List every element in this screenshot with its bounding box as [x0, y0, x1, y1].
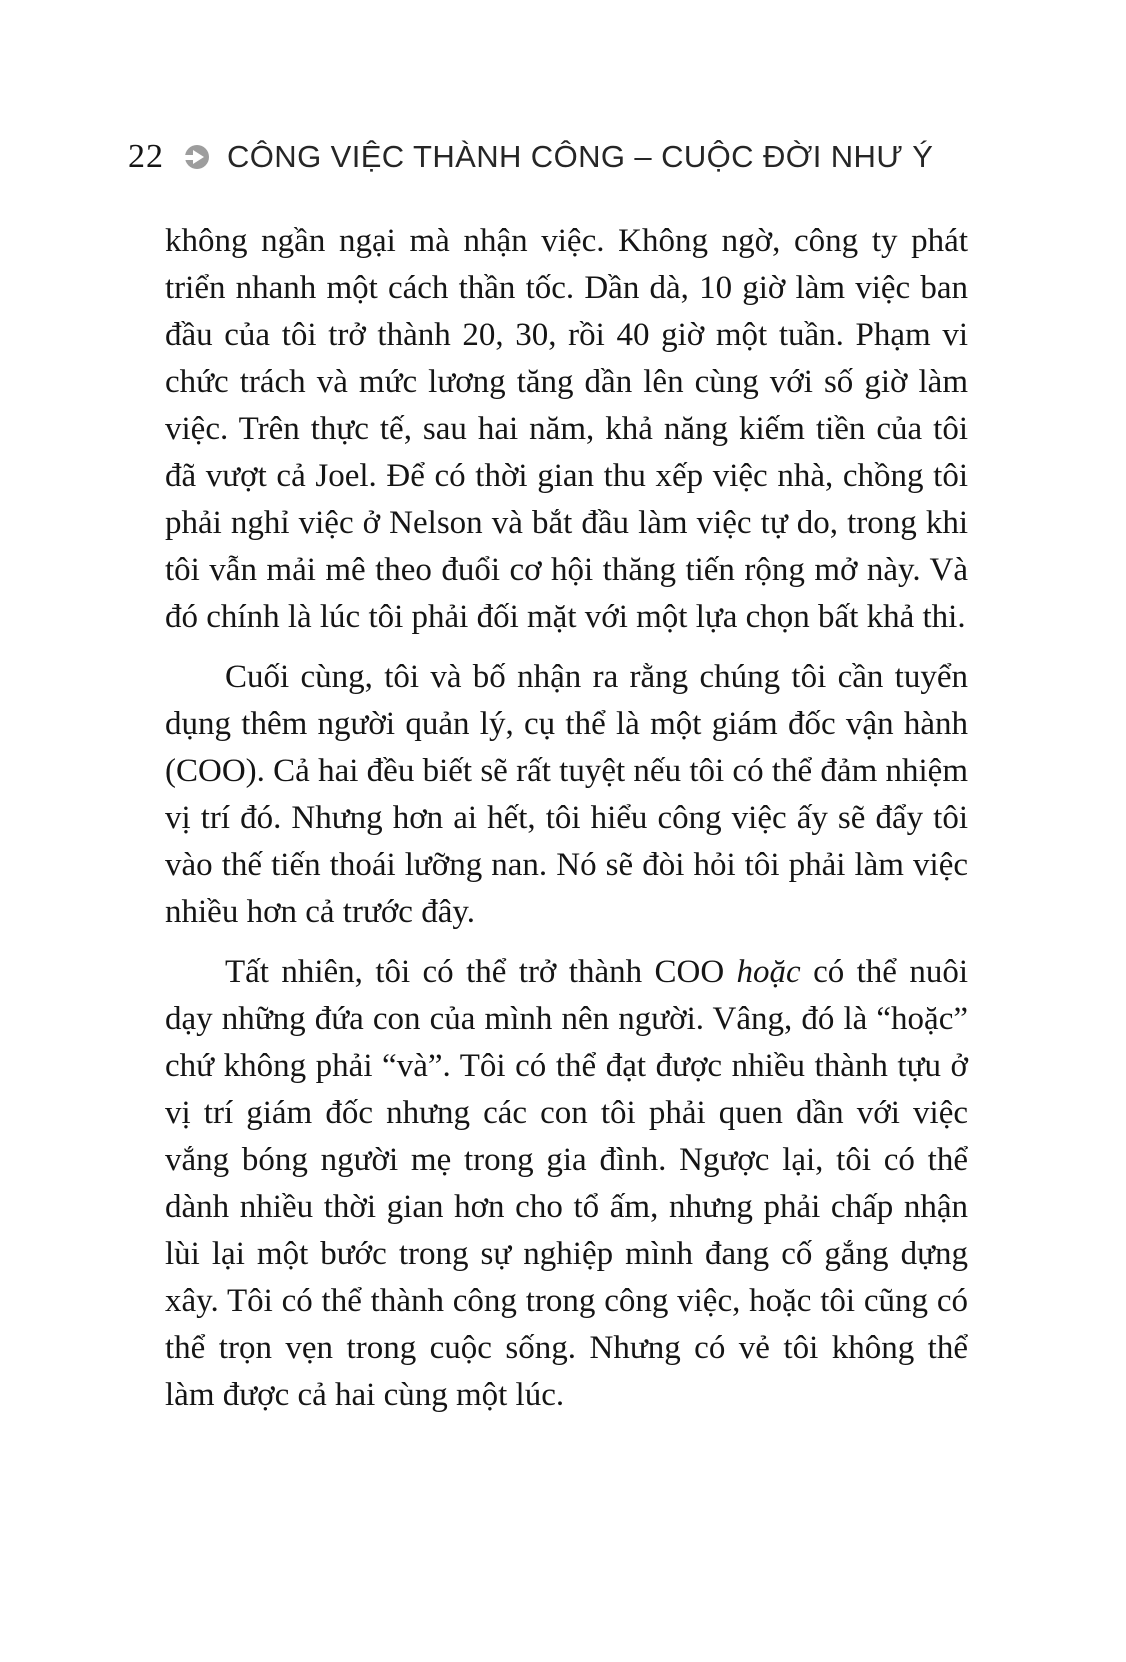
paragraph-text: không ngần ngại mà nhận việc. Không ngờ, công ty phát triển nhanh một cách thần tốc. Dần dà, 10 giờ làm việc ban đầu của tôi trở thành 20, 30, rồi 40 giờ một tuần. Phạm vi chức trách và mức lương tăng dần lên cùng với số giờ làm việc. Trên thực tế, sau hai năm, khả năng kiếm tiền của tôi đã vượt cả Joel. Để có thời gian thu xếp việc nhà, chồng tôi phải nghỉ việc ở Nelson và bắt đầu làm việc tự do, trong khi tôi vẫn mải mê theo đuổi cơ hội thăng tiến rộng mở này. Và đó chính là lúc tôi phải đối mặt với một lựa chọn bất khả thi.: [165, 223, 968, 635]
paragraph-text-italic: hoặc: [736, 954, 801, 990]
body-paragraph: [165, 949, 968, 1419]
body-text: [165, 218, 968, 1432]
page-number: 22: [128, 138, 164, 175]
paragraph-text: Tất nhiên, tôi có thể trở thành COO: [225, 954, 737, 990]
circle-arrow-right-icon: [185, 145, 209, 169]
running-head-title: CÔNG VIỆC THÀNH CÔNG – CUỘC ĐỜI NHƯ Ý: [227, 139, 934, 174]
paragraph-text: có thể nuôi dạy những đứa con của mình nên người. Vâng, đó là “hoặc” chứ không phải “và”. Tôi có thể đạt được nhiều thành tựu ở vị trí giám đốc nhưng các con tôi phải quen dần với việc vắng bóng người mẹ trong gia đình. Ngược lại, tôi có thể dành nhiều thời gian hơn cho tổ ấm, nhưng phải chấp nhận lùi lại một bước trong sự nghiệp mình đang cố gắng dựng xây. Tôi có thể thành công trong công việc, hoặc tôi cũng có thể trọn vẹn trong cuộc sống. Nhưng có vẻ tôi không thể làm được cả hai cùng một lúc.: [165, 954, 968, 1413]
paragraph-text: Cuối cùng, tôi và bố nhận ra rằng chúng tôi cần tuyển dụng thêm người quản lý, cụ thể là một giám đốc vận hành (COO). Cả hai đều biết sẽ rất tuyệt nếu tôi có thể đảm nhiệm vị trí đó. Nhưng hơn ai hết, tôi hiểu công việc ấy sẽ đẩy tôi vào thế tiến thoái lưỡng nan. Nó sẽ đòi hỏi tôi phải làm việc nhiều hơn cả trước đây.: [165, 659, 968, 930]
page-header: [128, 138, 933, 176]
body-paragraph: [165, 218, 968, 641]
body-paragraph: [165, 654, 968, 936]
